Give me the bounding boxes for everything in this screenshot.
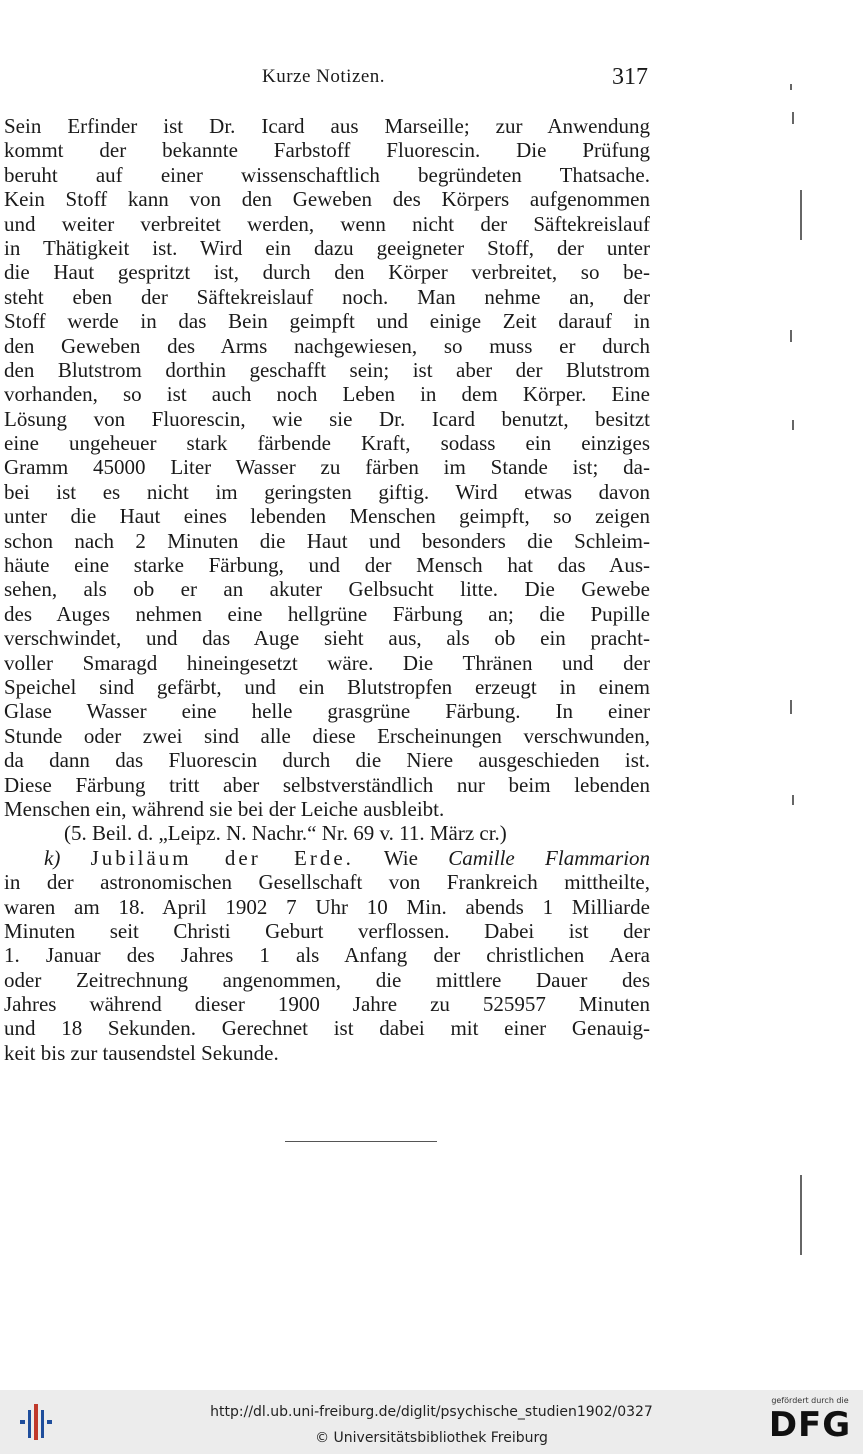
text-line: Stoff werde in das Bein geimpft und einige Zeit darauf in	[4, 309, 650, 334]
scan-speck	[792, 420, 794, 430]
text-line: den Geweben des Arms nachgewiesen, so muss er durch	[4, 333, 650, 358]
scan-speck	[790, 330, 792, 342]
page-number: 317	[612, 64, 648, 90]
text-line: eine ungeheuer stark färbende Kraft, sodass ein einziges	[4, 431, 650, 456]
text-line: bei ist es nicht im geringsten giftig. Wird etwas davon	[4, 479, 650, 504]
scan-speck	[790, 700, 792, 714]
text-line: Gramm 45000 Liter Wasser zu färben im Stande ist; da-	[4, 455, 650, 480]
text-line: Sein Erfinder ist Dr. Icard aus Marseille; zur Anwendung	[4, 114, 650, 138]
dfg-logo	[762, 1396, 858, 1450]
scan-speck	[790, 84, 792, 90]
text-line: keit bis zur tausendstel Sekunde.	[4, 1040, 279, 1065]
scan-margin-marks	[780, 0, 820, 1390]
scan-speck	[800, 190, 802, 240]
text-line: Kein Stoff kann von den Geweben des Körpers aufgenommen	[4, 187, 650, 212]
text-line: Stunde oder zwei sind alle diese Erscheinungen verschwunden,	[4, 723, 650, 748]
text-line: den Blutstrom dorthin geschafft sein; ist aber der Blutstrom	[4, 357, 650, 382]
section-text: Wie	[383, 845, 418, 870]
text-line: Minuten seit Christi Geburt verflossen. Dabei ist der	[4, 918, 650, 943]
text-line: in Thätigkeit ist. Wird ein dazu geeigneter Stoff, der unter	[4, 235, 650, 260]
text-line: Glase Wasser eine helle grasgrüne Färbung. In einer	[4, 699, 650, 724]
text-line: und weiter verbreitet werden, wenn nicht der Säftekreislauf	[4, 211, 650, 236]
text-line: vorhanden, so ist auch noch Leben in dem Körper. Eine	[4, 382, 650, 407]
text-line: beruht auf einer wissenschaftlich begründeten Thatsache.	[4, 162, 650, 187]
text-line: des Auges nehmen eine hellgrüne Färbung an; die Pupille	[4, 601, 650, 626]
citation: (5. Beil. d. „Leipz. N. Nachr.“ Nr. 69 v. 11. März cr.)	[64, 821, 507, 846]
text-line: Lösung von Fluorescin, wie sie Dr. Icard benutzt, besitzt	[4, 406, 650, 431]
text-line: Diese Färbung tritt aber selbstverständlich nur beim lebenden	[4, 772, 650, 797]
text-line: da dann das Fluorescin durch die Niere ausgeschieden ist.	[4, 748, 650, 773]
text-line: Jahres während dieser 1900 Jahre zu 525957 Minuten	[4, 992, 650, 1017]
text-line: steht eben der Säftekreislauf noch. Man nehme an, der	[4, 284, 650, 309]
body-text	[4, 114, 650, 1065]
dfg-logo-text: DFG	[768, 1405, 852, 1445]
running-title: Kurze Notizen.	[262, 66, 386, 87]
text-line: und 18 Sekunden. Gerechnet ist dabei mit einer Genauig-	[4, 1016, 650, 1041]
scan-speck	[792, 795, 794, 805]
author-name: Camille Flammarion	[448, 845, 650, 870]
text-line: Speichel sind gefärbt, und ein Blutstropfen erzeugt in einem	[4, 674, 650, 699]
funder-caption: gefördert durch die	[771, 1396, 849, 1405]
scan-speck	[792, 112, 794, 124]
section-k-first-line	[4, 846, 650, 870]
scan-speck	[800, 1175, 802, 1255]
text-line: sehen, als ob er an akuter Gelbsucht litte. Die Gewebe	[4, 577, 650, 602]
text-line: die Haut gespritzt ist, durch den Körper verbreitet, so be-	[4, 260, 650, 285]
text-line: schon nach 2 Minuten die Haut und besonders die Schleim-	[4, 528, 650, 553]
text-line: unter die Haut eines lebenden Menschen geimpft, so zeigen	[4, 504, 650, 529]
text-line: waren am 18. April 1902 7 Uhr 10 Min. abends 1 Milliarde	[4, 894, 650, 919]
text-line: Menschen ein, während sie bei der Leiche ausbleibt.	[4, 796, 445, 821]
text-line: voller Smaragd hineingesetzt wäre. Die Thränen und der	[4, 650, 650, 675]
text-line: in der astronomischen Gesellschaft von Frankreich mittheilte,	[4, 870, 650, 895]
section-heading: Jubiläum der Erde.	[90, 845, 354, 870]
text-line: häute eine starke Färbung, und der Mensch hat das Aus-	[4, 553, 650, 578]
section-separator	[285, 1141, 437, 1142]
text-line: verschwindet, und das Auge sieht aus, als ob ein pracht-	[4, 626, 650, 651]
footer-bar	[0, 1390, 863, 1454]
text-line: kommt der bekannte Farbstoff Fluorescin. Die Prüfung	[4, 138, 650, 163]
footer-copyright: © Universitätsbibliothek Freiburg	[315, 1430, 548, 1446]
section-marker: k)	[44, 845, 61, 870]
text-line: 1. Januar des Jahres 1 als Anfang der christlichen Aera	[4, 943, 650, 968]
footer-url[interactable]: http://dl.ub.uni-freiburg.de/diglit/psychische_studien1902/0327	[210, 1404, 653, 1420]
text-line: oder Zeitrechnung angenommen, die mittlere Dauer des	[4, 967, 650, 992]
